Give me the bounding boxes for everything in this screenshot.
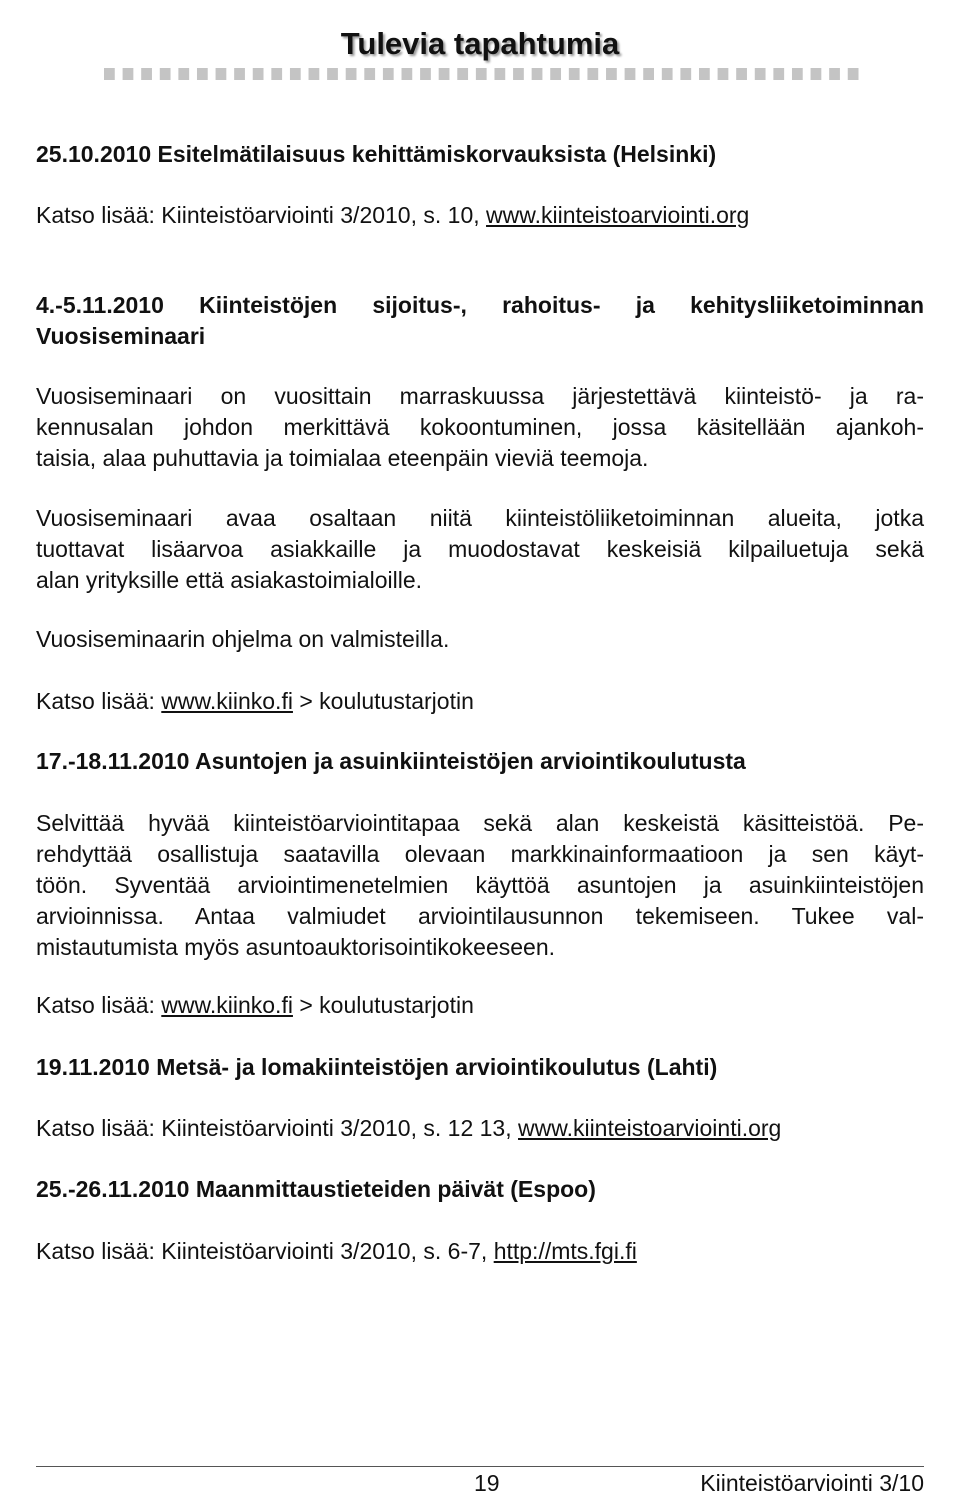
website-link[interactable]: www.kiinko.fi [161, 992, 293, 1018]
paragraph-line: Vuosiseminaarin ohjelma on valmisteilla. [36, 626, 450, 652]
event-heading-text: 25.10.2010 Esitelmätilaisuus kehittämiskorvauksista (Helsinki) [36, 141, 717, 167]
event-heading [36, 139, 924, 170]
event-heading [36, 746, 924, 777]
paragraph-line: Vuosiseminaari avaa osaltaan niitä kiinteistöliiketoiminnan alueita, jotka [36, 505, 924, 531]
decorative-square-row [104, 68, 864, 80]
event-description [36, 624, 924, 655]
event-description [36, 503, 924, 596]
more-info-text: Katso lisää: Kiinteistöarviointi 3/2010, s. 6-7, [36, 1238, 494, 1264]
paragraph-line: töön. Syventää arviointimenetelmien käyttöä asuntojen ja asuinkiinteistöjen [36, 872, 924, 898]
publication-name: Kiinteistöarviointi 3/10 [700, 1470, 924, 1496]
website-link[interactable]: www.kiinteistoarviointi.org [486, 202, 750, 228]
paragraph-line: arvioinnissa. Antaa valmiudet arviointilausunnon tekemiseen. Tukee val- [36, 903, 924, 929]
more-info-suffix: > koulutustarjotin [292, 992, 474, 1018]
paragraph-line: alan yrityksille että asiakastoimialoille. [36, 567, 423, 593]
footer-divider [36, 1466, 924, 1467]
website-link[interactable]: http://mts.fgi.fi [493, 1238, 637, 1264]
event-more-info [36, 200, 924, 231]
event-heading [36, 290, 924, 352]
more-info-text: Katso lisää: Kiinteistöarviointi 3/2010, s. 12 13, [36, 1115, 519, 1141]
paragraph-line: kennusalan johdon merkittävä kokoontuminen, jossa käsitellään ajankoh- [36, 414, 924, 440]
paragraph-line: Vuosiseminaari on vuosittain marraskuussa järjestettävä kiinteistö- ja ra- [36, 383, 924, 409]
page-title: Tulevia tapahtumia [340, 26, 620, 61]
event-description [36, 381, 924, 474]
paragraph-line: taisia, alaa puhuttavia ja toimialaa eteenpäin vieviä teemoja. [36, 445, 649, 471]
paragraph-line: Selvittää hyvää kiinteistöarviointitapaa sekä alan keskeistä käsitteistöä. Pe- [36, 810, 924, 836]
event-description [36, 808, 924, 963]
event-heading-text: 19.11.2010 Metsä- ja lomakiinteistöjen arviointikoulutus (Lahti) [36, 1054, 718, 1080]
website-link[interactable]: www.kiinteistoarviointi.org [518, 1115, 782, 1141]
event-heading [36, 1052, 924, 1083]
event-heading-text: 25.-26.11.2010 Maanmittaustieteiden päivät (Espoo) [36, 1176, 596, 1202]
more-info-text: Katso lisää: Kiinteistöarviointi 3/2010, s. 10, [36, 202, 487, 228]
event-more-info [36, 1113, 924, 1144]
event-heading-line: Vuosiseminaari [36, 323, 206, 349]
website-link[interactable]: www.kiinko.fi [161, 688, 293, 714]
event-more-info [36, 1236, 924, 1267]
event-more-info [36, 990, 924, 1021]
more-info-text: Katso lisää: [36, 992, 162, 1018]
event-heading-line: 4.-5.11.2010 Kiinteistöjen sijoitus-, rahoitus- ja kehitysliiketoiminnan [36, 292, 924, 318]
event-heading-text: 17.-18.11.2010 Asuntojen ja asuinkiinteistöjen arviointikoulutusta [36, 748, 746, 774]
event-more-info [36, 686, 924, 717]
paragraph-line: rehdyttää osallistuja saatavilla olevaan markkinainformaatioon ja sen käyt- [36, 841, 924, 867]
event-heading [36, 1174, 924, 1205]
more-info-suffix: > koulutustarjotin [292, 688, 474, 714]
paragraph-line: tuottavat lisäarvoa asiakkaille ja muodostavat keskeisiä kilpailuetuja sekä [36, 536, 924, 562]
more-info-text: Katso lisää: [36, 688, 162, 714]
paragraph-line: mistautumista myös asuntoauktorisointikokeeseen. [36, 934, 556, 960]
page-number: 19 [474, 1470, 500, 1496]
